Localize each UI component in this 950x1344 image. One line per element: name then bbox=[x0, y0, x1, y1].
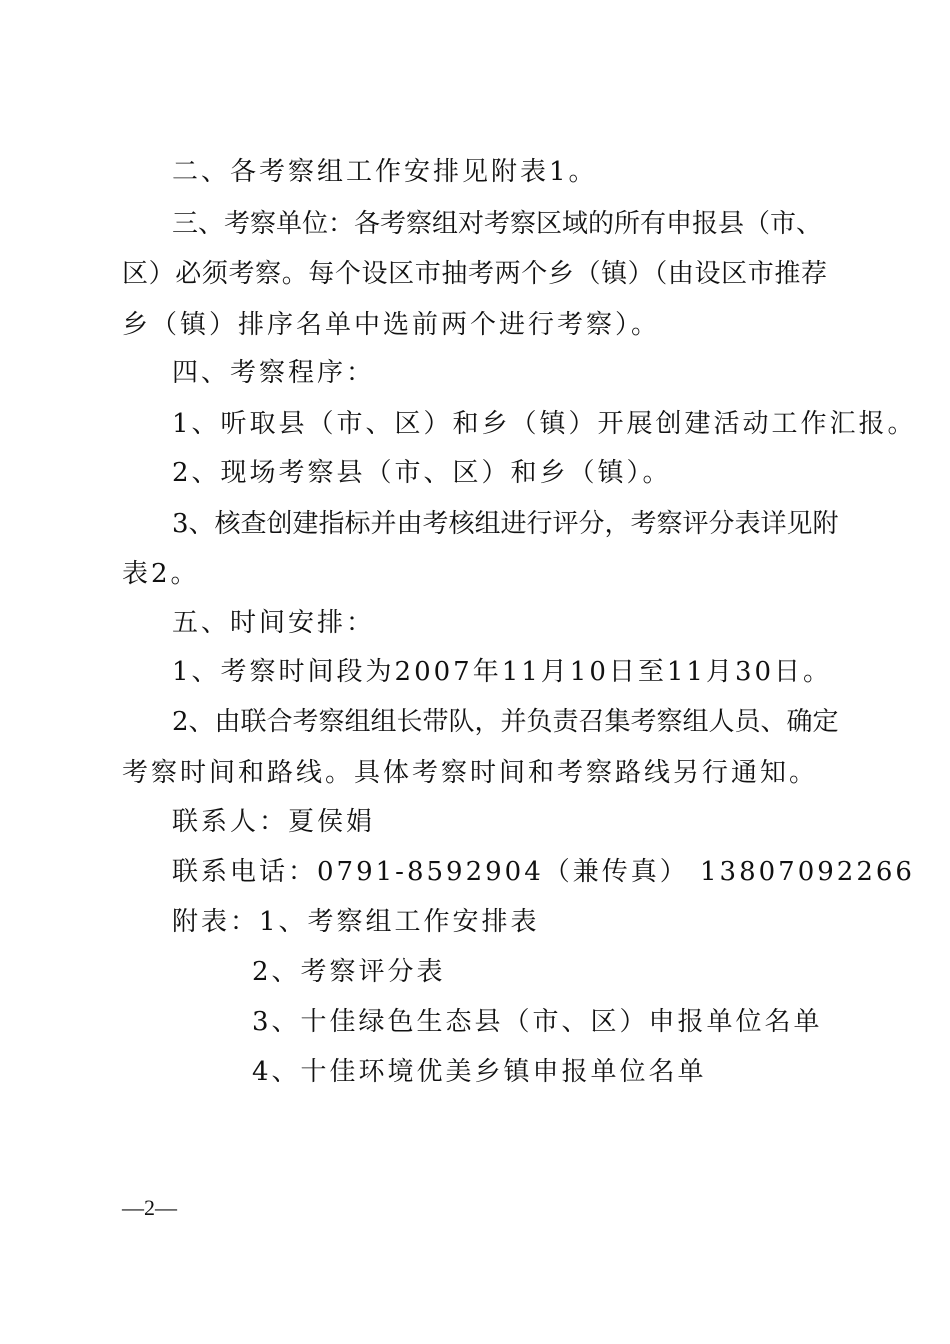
attachment-2: 2、考察评分表 bbox=[252, 957, 446, 987]
contact-phone: 联系电话：0791-8592904（兼传真） 13807092266 bbox=[172, 857, 915, 887]
section-4-heading: 四、考察程序： bbox=[172, 358, 376, 388]
section-3-line-2: 区）必须考察。每个设区市抽考两个乡（镇）（由设区市推荐 bbox=[122, 259, 827, 289]
procedure-step-2: 2、现场考察县（市、区）和乡（镇）。 bbox=[172, 458, 672, 488]
attachment-1: 附表：1、考察组工作安排表 bbox=[172, 907, 540, 937]
page-number: —2— bbox=[122, 1195, 177, 1220]
schedule-item-1: 1、考察时间段为2007年11月10日至11月30日。 bbox=[172, 657, 833, 687]
section-5-heading: 五、时间安排： bbox=[172, 608, 376, 638]
procedure-step-3-line-2: 表2。 bbox=[122, 559, 200, 589]
schedule-item-2-line-1: 2、由联合考察组组长带队，并负责召集考察组人员、确定 bbox=[172, 707, 839, 737]
schedule-item-2-line-2: 考察时间和路线。具体考察时间和考察路线另行通知。 bbox=[122, 758, 819, 788]
attachment-3: 3、十佳绿色生态县（市、区）申报单位名单 bbox=[252, 1007, 823, 1037]
procedure-step-3-line-1: 3、核查创建指标并由考核组进行评分，考察评分表详见附 bbox=[172, 509, 839, 539]
attachment-4: 4、十佳环境优美乡镇申报单位名单 bbox=[252, 1057, 707, 1087]
section-3-line-1: 三、考察单位：各考察组对考察区域的所有申报县（市、 bbox=[172, 209, 823, 239]
contact-person: 联系人：夏侯娟 bbox=[172, 807, 376, 837]
section-3-line-3: 乡（镇）排序名单中选前两个进行考察）。 bbox=[122, 310, 661, 340]
section-2-line: 二、各考察组工作安排见附表1。 bbox=[172, 157, 598, 187]
procedure-step-1: 1、听取县（市、区）和乡（镇）开展创建活动工作汇报。 bbox=[172, 409, 917, 439]
